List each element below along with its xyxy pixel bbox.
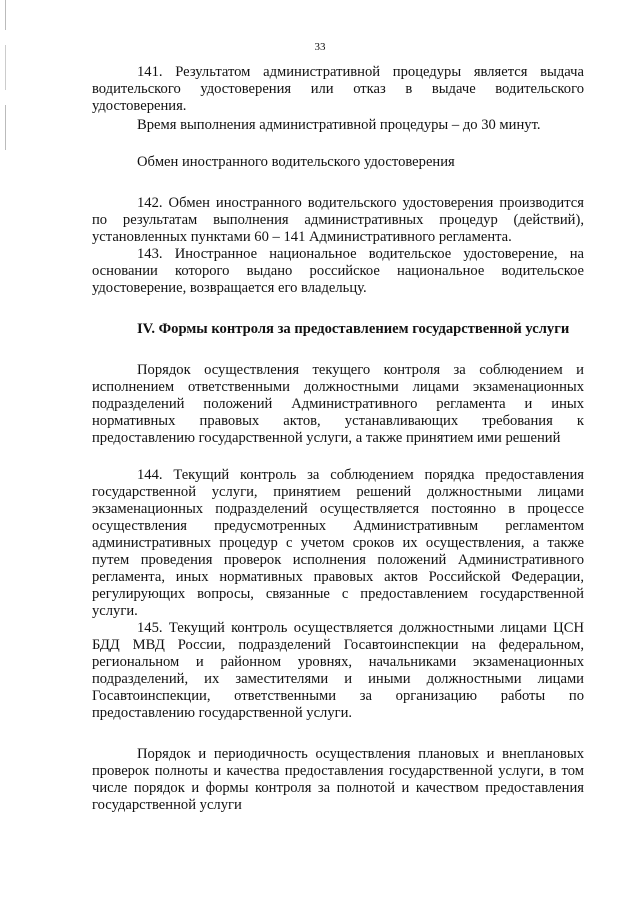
subheading-current-control: Порядок осуществления текущего контроля за соблюдением и исполнением ответственными должностными лицами экзаменационных подразделений положений Административного регламента и иных нормативных правовых актов, устанавливающих требования к предоставлению государственной услуги, а также принятием ими решений <box>92 362 584 446</box>
page-content <box>92 64 584 814</box>
paragraph-141-time: Время выполнения административной процедуры – до 30 минут. <box>137 117 541 133</box>
subheading-exchange: Обмен иностранного водительского удостоверения <box>137 154 455 170</box>
paragraph-145: 145. Текущий контроль осуществляется должностными лицами ЦСН БДД МВД России, подразделений Госавтоинспекции на федеральном, региональном и районном уровнях, начальниками экзаменационных подразделений, их заместителями и иными должностными лицами Госавтоинспекции, ответственными за организацию работы по предоставлению государственной услуги. <box>92 620 584 721</box>
page-number: 33 <box>314 41 326 53</box>
section-iv-heading: IV. Формы контроля за предоставлением государственной услуги <box>137 321 570 337</box>
scan-margin-line <box>5 0 6 150</box>
subheading-periodicity: Порядок и периодичность осуществления плановых и внеплановых проверок полноты и качества предоставления государственной услуги, в том числе порядок и формы контроля за полнотой и качеством предоставления государственной услуги <box>92 746 584 813</box>
paragraph-143: 143. Иностранное национальное водительское удостоверение, на основании которого выдано российское национальное водительское удостоверение, возвращается его владельцу. <box>92 246 584 296</box>
paragraph-144: 144. Текущий контроль за соблюдением порядка предоставления государственной услуги, принятием решений должностными лицами экзаменационных подразделений осуществляется постоянно в процессе осуществления предусмотренных Административным регламентом административных процедур с учетом сроков их осуществления, а также путем проведения проверок исполнения положений Административного регламента, иных нормативных правовых актов Российской Федерации, регулирующих вопросы, связанные с предоставлением государственной услуги. <box>92 467 584 619</box>
paragraph-141: 141. Результатом административной процедуры является выдача водительского удостоверения или отказ в выдаче водительского удостоверения. <box>92 64 584 114</box>
paragraph-142: 142. Обмен иностранного водительского удостоверения производится по результатам выполнения административных процедур (действий), установленных пунктами 60 – 141 Административного регламента. <box>92 195 584 245</box>
